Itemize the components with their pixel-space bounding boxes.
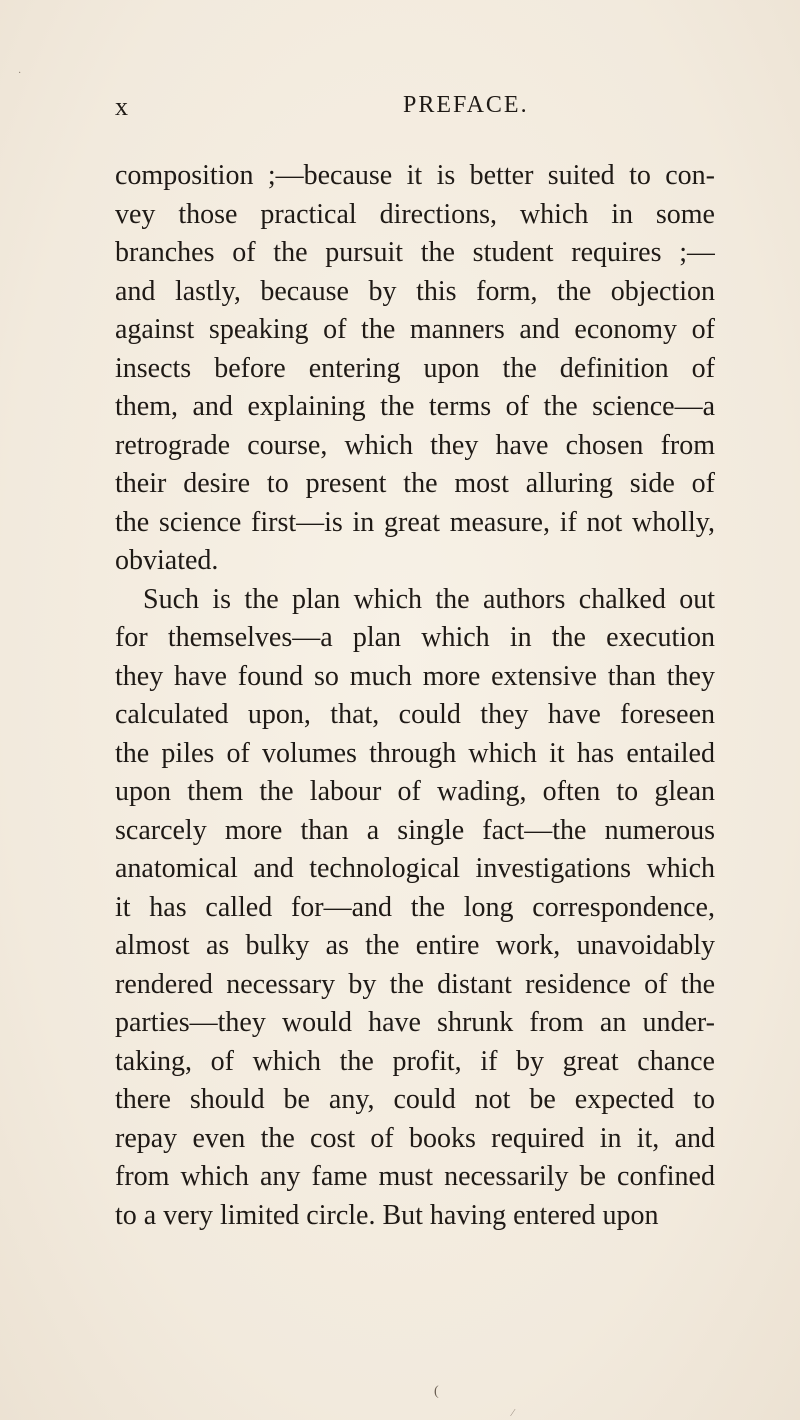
text-line: scarcely more than a single fact—the numerous	[115, 814, 715, 846]
text-line: the piles of volumes through which it has entailed	[115, 737, 715, 769]
text-line: and lastly, because by this form, the objection	[115, 275, 715, 307]
text-line: composition ;—because it is better suited to con-	[115, 160, 715, 191]
text-line: rendered necessary by the distant residence of the	[115, 968, 715, 1000]
paper-fleck: ·	[18, 68, 22, 79]
text-line: it has called for—and the long correspondence,	[115, 891, 715, 923]
text-line: for themselves—a plan which in the execution	[115, 622, 715, 653]
text-line: retrograde course, which they have chosen from	[115, 429, 715, 461]
text-line: them, and explaining the terms of the science—a	[115, 391, 715, 422]
text-line: they have found so much more extensive than they	[115, 660, 715, 692]
text-line: their desire to present the most alluring side of	[115, 468, 715, 499]
body-text	[115, 157, 715, 1357]
text-line: repay even the cost of books required in it, and	[115, 1122, 715, 1154]
text-line: insects before entering upon the definition of	[115, 352, 715, 384]
paragraph-end-line: obviated.	[115, 545, 219, 576]
page-number: x	[115, 92, 129, 121]
stray-ink-mark: (	[434, 1384, 439, 1399]
text-line: taking, of which the profit, if by great chance	[115, 1045, 715, 1077]
text-line: calculated upon, that, could they have foreseen	[115, 699, 715, 730]
text-line: vey those practical directions, which in some	[115, 198, 715, 230]
paragraph-start-line: Such is the plan which the authors chalked out	[143, 583, 715, 615]
running-head	[115, 92, 715, 132]
text-line: there should be any, could not be expected to	[115, 1084, 715, 1115]
paper-fleck: ⁄	[512, 1408, 514, 1419]
text-line: the science first—is in great measure, if not wholly,	[115, 506, 715, 538]
running-title: PREFACE.	[403, 92, 529, 118]
text-line: almost as bulky as the entire work, unavoidably	[115, 930, 715, 961]
text-line: parties—they would have shrunk from an under-	[115, 1007, 715, 1038]
text-line: from which any fame must necessarily be confined	[115, 1161, 715, 1192]
text-line: branches of the pursuit the student requires ;—	[115, 237, 715, 268]
text-line: to a very limited circle. But having entered upon	[115, 1199, 659, 1231]
text-line: anatomical and technological investigations which	[115, 853, 715, 884]
text-line: upon them the labour of wading, often to glean	[115, 776, 715, 807]
text-line: against speaking of the manners and economy of	[115, 314, 715, 345]
